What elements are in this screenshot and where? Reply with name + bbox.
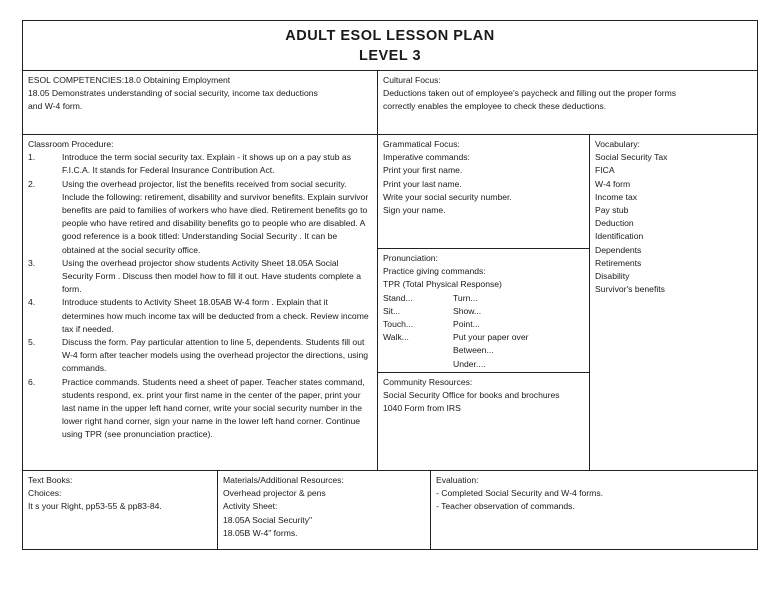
grammatical-focus-heading: Grammatical Focus: [383,139,460,149]
materials-line: Overhead projector & pens [223,488,326,499]
cultural-focus-cell [378,71,757,135]
textbooks-heading: Text Books: [28,475,73,485]
grammatical-focus-line: Write your social security number. [383,191,512,202]
community-resources-line: 1040 Form from IRS [383,403,461,414]
vocabulary-word: Income tax [595,191,638,202]
procedure-item [28,296,372,336]
procedure-item-text: Using the overhead projector show students Activity Sheet 18.05A Social Security Form . Discuss then model how to fill it out. Have students complete a form. [62,257,361,295]
cultural-focus-heading: Cultural Focus: [383,75,441,85]
grammatical-focus-line: Imperative commands: [383,152,470,163]
evaluation-line: - Completed Social Security and W-4 forms. [436,488,604,499]
command-row [383,292,584,305]
procedure-item-text: Using the overhead projector, list the benefits received from social security. Include the following: retirement, disability and survivor benefits. Explain survivor benefits are paid to families of workers who have died. Retirement benefits go to people who have retired and disability benefits go to people who are disabled. A good reference is a book titled: Understanding Social Security . It can be obtained at the social security office. [62,178,369,255]
title-cell [23,21,757,71]
command-right: Between... [453,345,494,356]
competencies-line: ESOL COMPETENCIES:18.0 Obtaining Employment [28,75,231,85]
command-right: Show... [453,305,482,316]
command-right: Under.... [453,358,486,369]
evaluation-cell [431,471,757,549]
pronunciation-subheading: TPR (Total Physical Response) [383,279,502,290]
command-left: Touch... [383,319,414,330]
evaluation-line: - Teacher observation of commands. [436,501,575,512]
command-row [383,358,584,371]
pronunciation-heading: Pronunciation: [383,253,438,263]
vocabulary-word: Identification [595,231,644,242]
command-row [383,305,584,318]
community-resources-heading: Community Resources: [383,377,473,387]
procedure-item-number: 5. [28,337,36,348]
competencies-line: and W-4 form. [28,101,83,112]
materials-line: 18.05B W-4" forms. [223,527,298,538]
vocabulary-word: Dependents [595,244,642,255]
procedure-item-number: 1. [28,152,36,163]
community-resources-cell [378,373,590,471]
command-left: Walk... [383,332,409,343]
materials-cell [218,471,431,549]
textbooks-cell [23,471,218,549]
command-right: Turn... [453,292,478,303]
materials-line: Activity Sheet: [223,501,278,512]
procedure-item-number: 4. [28,297,36,308]
vocabulary-heading: Vocabulary: [595,139,640,149]
command-left: Sit... [383,305,401,316]
grammatical-focus-line: Print your last name. [383,178,462,189]
vocabulary-word: Social Security Tax [595,152,668,163]
procedure-item-text: Discuss the form. Pay particular attention to line 5, dependents. Students fill out W-4 form after teacher models using the overhead projector the directions, using commands. [62,337,369,374]
command-row [383,331,584,344]
procedure-item [28,151,372,177]
lesson-plan-table [22,20,758,550]
command-left: Stand... [383,292,413,303]
vocabulary-word: Survivor's benefits [595,284,665,295]
command-left [383,358,453,371]
materials-heading: Materials/Additional Resources: [223,475,344,485]
level-title: LEVEL 3 [358,48,422,64]
pronunciation-subheading: Practice giving commands: [383,266,486,277]
procedure-item-number: 3. [28,257,36,268]
procedure-item-number: 2. [28,178,36,189]
procedure-cell [23,135,378,471]
page-title: ADULT ESOL LESSON PLAN [285,28,495,44]
cultural-focus-line: Deductions taken out of employee's paycheck and filling out the proper forms [383,88,677,99]
command-right: Point... [453,319,480,330]
vocabulary-word: FICA [595,165,615,176]
vocabulary-word: Pay stub [595,205,629,216]
procedure-item-text: Introduce students to Activity Sheet 18.05AB W-4 form . Explain that it determines how much income tax will be deducted from a check. Review income tax if needed. [62,297,369,334]
competencies-line: 18.05 Demonstrates understanding of social security, income tax deductions [28,88,318,99]
community-resources-line: Social Security Office for books and brochures [383,390,560,401]
vocabulary-cell [590,135,757,471]
competencies-cell [23,71,378,135]
command-right: Put your paper over [453,332,529,343]
vocabulary-word: W-4 form [595,178,631,189]
pronunciation-cell [378,249,590,373]
procedure-heading: Classroom Procedure: [28,139,114,149]
command-row [383,318,584,331]
command-left [383,344,453,357]
vocabulary-word: Disability [595,271,630,282]
procedure-item [28,257,372,297]
vocabulary-word: Retirements [595,257,642,268]
evaluation-heading: Evaluation: [436,475,479,485]
procedure-item [28,376,372,442]
grammatical-focus-line: Sign your name. [383,205,446,216]
procedure-item-number: 6. [28,376,36,387]
cultural-focus-line: correctly enables the employee to check these deductions. [383,101,607,112]
textbooks-line: It s your Right, pp53-55 & pp83-84. [28,501,162,512]
procedure-item [28,336,372,376]
command-row [383,344,584,357]
procedure-item [28,178,372,257]
vocabulary-word: Deduction [595,218,634,229]
textbooks-line: Choices: [28,488,62,499]
grammatical-focus-line: Print your first name. [383,165,463,176]
procedure-item-text: Practice commands. Students need a sheet of paper. Teacher states command, students respond, ex. print your first name in the center of the paper, print your last name in the upper left hand corner, write your social security number in the lower right hand corner, sign your name in the lower left hand corner. Continue using TPR (see pronunciation practice). [62,376,365,440]
grammatical-focus-cell [378,135,590,249]
procedure-item-text: Introduce the term social security tax. Explain - it shows up on a pay stub as F.I.C.A. It stands for Federal Insurance Contribution Act. [62,152,351,176]
materials-line: 18.05A Social Security" [223,514,313,525]
